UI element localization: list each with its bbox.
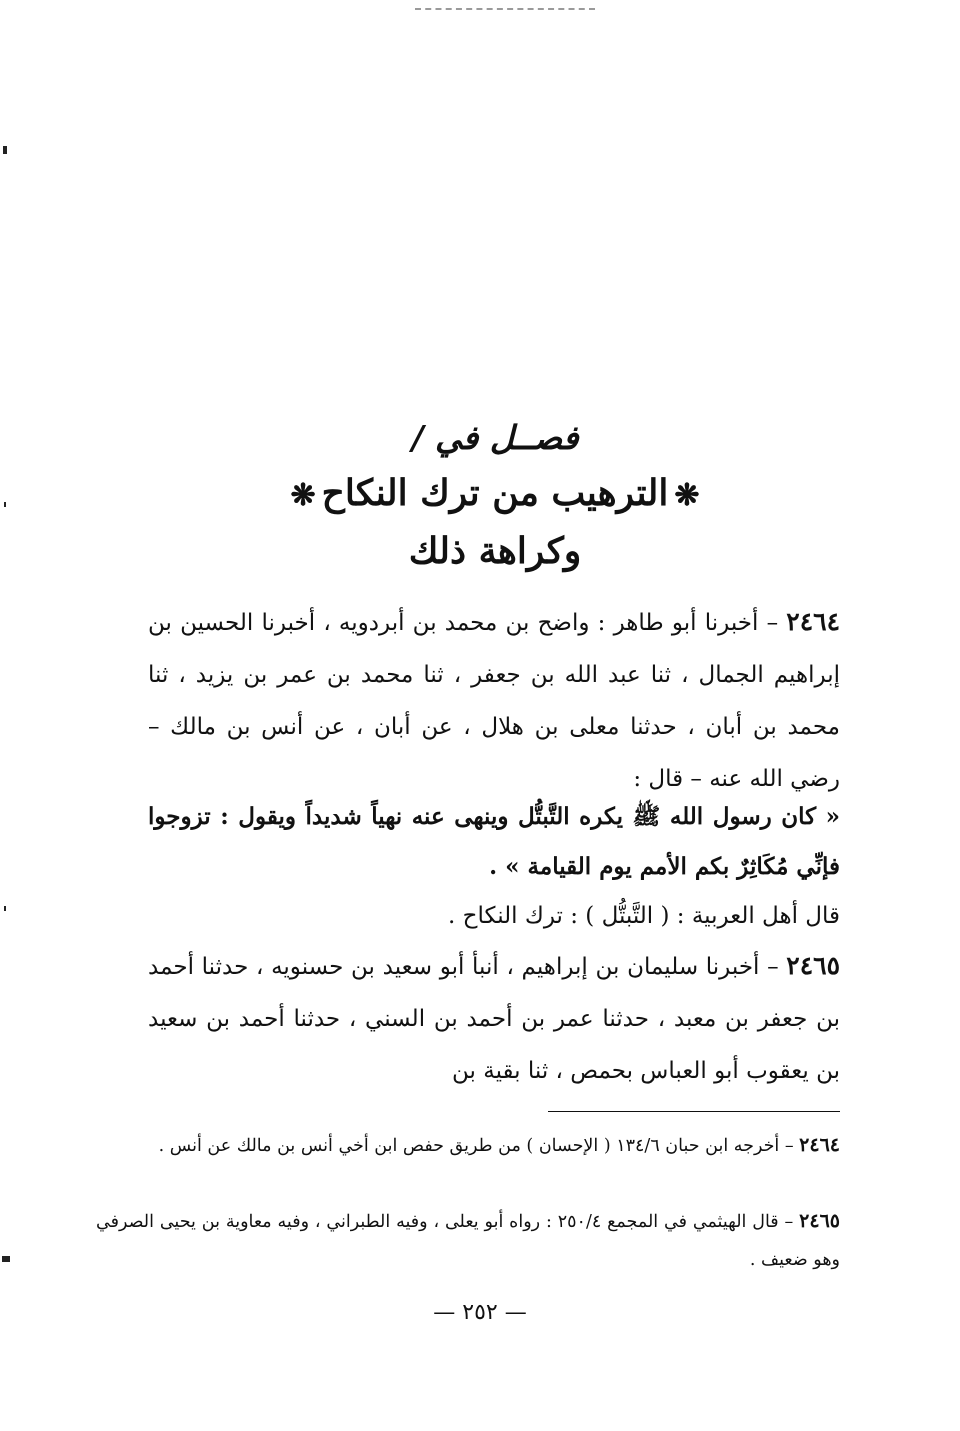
isnad-text: – أخبرنا أبو طاهر : واضح بن محمد بن أبردويه ، أخبرنا الحسين بن إبراهيم الجمال ، ثنا عبد الله بن جعفر ، ثنا محمد بن عمر بن يزيد ، ثنا محمد بن أبان ، حدثنا معلى بن هلال ، عن أبان ، عن أنس بن مالك – رضي الله عنه – قال :	[148, 610, 840, 792]
heading-line-3: وكراهة ذلك	[408, 530, 582, 572]
hadith-number: ٢٤٦٥	[786, 951, 840, 980]
note-text: قال أهل العربية : ( التَّبتُّل ) : ترك النكاح .	[448, 903, 840, 929]
left-margin-mark	[4, 906, 6, 911]
hadith-number: ٢٤٦٤	[786, 607, 840, 636]
left-margin-mark	[2, 1256, 10, 1262]
footnote-separator	[548, 1111, 840, 1112]
linguistic-note	[148, 890, 840, 942]
footnote-text: – أخرجه ابن حبان ١٣٤/٦ ( الإحسان ) من طريق حفص ابن أخي أنس بن مالك عن أنس .	[158, 1136, 800, 1156]
left-margin-mark	[3, 146, 7, 154]
hadith-paragraph-2465	[148, 940, 840, 1097]
hadith-paragraph-2464	[148, 596, 840, 805]
section-heading-subtitle	[130, 530, 860, 572]
heading-line-1: فصــل في /	[411, 418, 579, 457]
footnote-2465	[96, 1202, 840, 1279]
isnad-text: – أخبرنا سليمان بن إبراهيم ، أنبأ أبو سعيد بن حسنويه ، حدثنا أحمد بن جعفر بن معبد ، حدثنا عمر بن أحمد بن السني ، حدثنا أحمد بن سعيد بن يعقوب أبو العباس بحمص ، ثنا بقية بن	[148, 954, 840, 1084]
left-margin-mark	[4, 502, 6, 507]
page-number: — ٢٥٢ —	[433, 1300, 527, 1325]
matn-text: « كان رسول الله ﷺ يكره التَّبتُّل وينهى عنه نهياً شديداً ويقول : تزوجوا فإنِّي مُكَاثِرٌ بكم الأمم يوم القيامة » .	[148, 803, 840, 880]
footnote-number: ٢٤٦٥	[799, 1210, 840, 1232]
section-heading-fasl	[130, 418, 860, 457]
footnote-2464	[96, 1126, 840, 1165]
section-heading-title	[130, 472, 860, 514]
heading-line-2: الترهيب من ترك النكاح	[321, 472, 669, 514]
hadith-matn-2464	[148, 792, 840, 892]
star-ornament-icon: ❋	[674, 478, 700, 513]
footnote-number: ٢٤٦٤	[799, 1134, 840, 1156]
star-ornament-icon: ❋	[290, 478, 316, 513]
top-dashed-rule	[415, 8, 595, 10]
footnote-text: – قال الهيثمي في المجمع ٢٥٠/٤ : رواه أبو يعلى ، وفيه الطبراني ، وفيه معاوية بن يحيى الصرفي وهو ضعيف .	[96, 1212, 840, 1270]
